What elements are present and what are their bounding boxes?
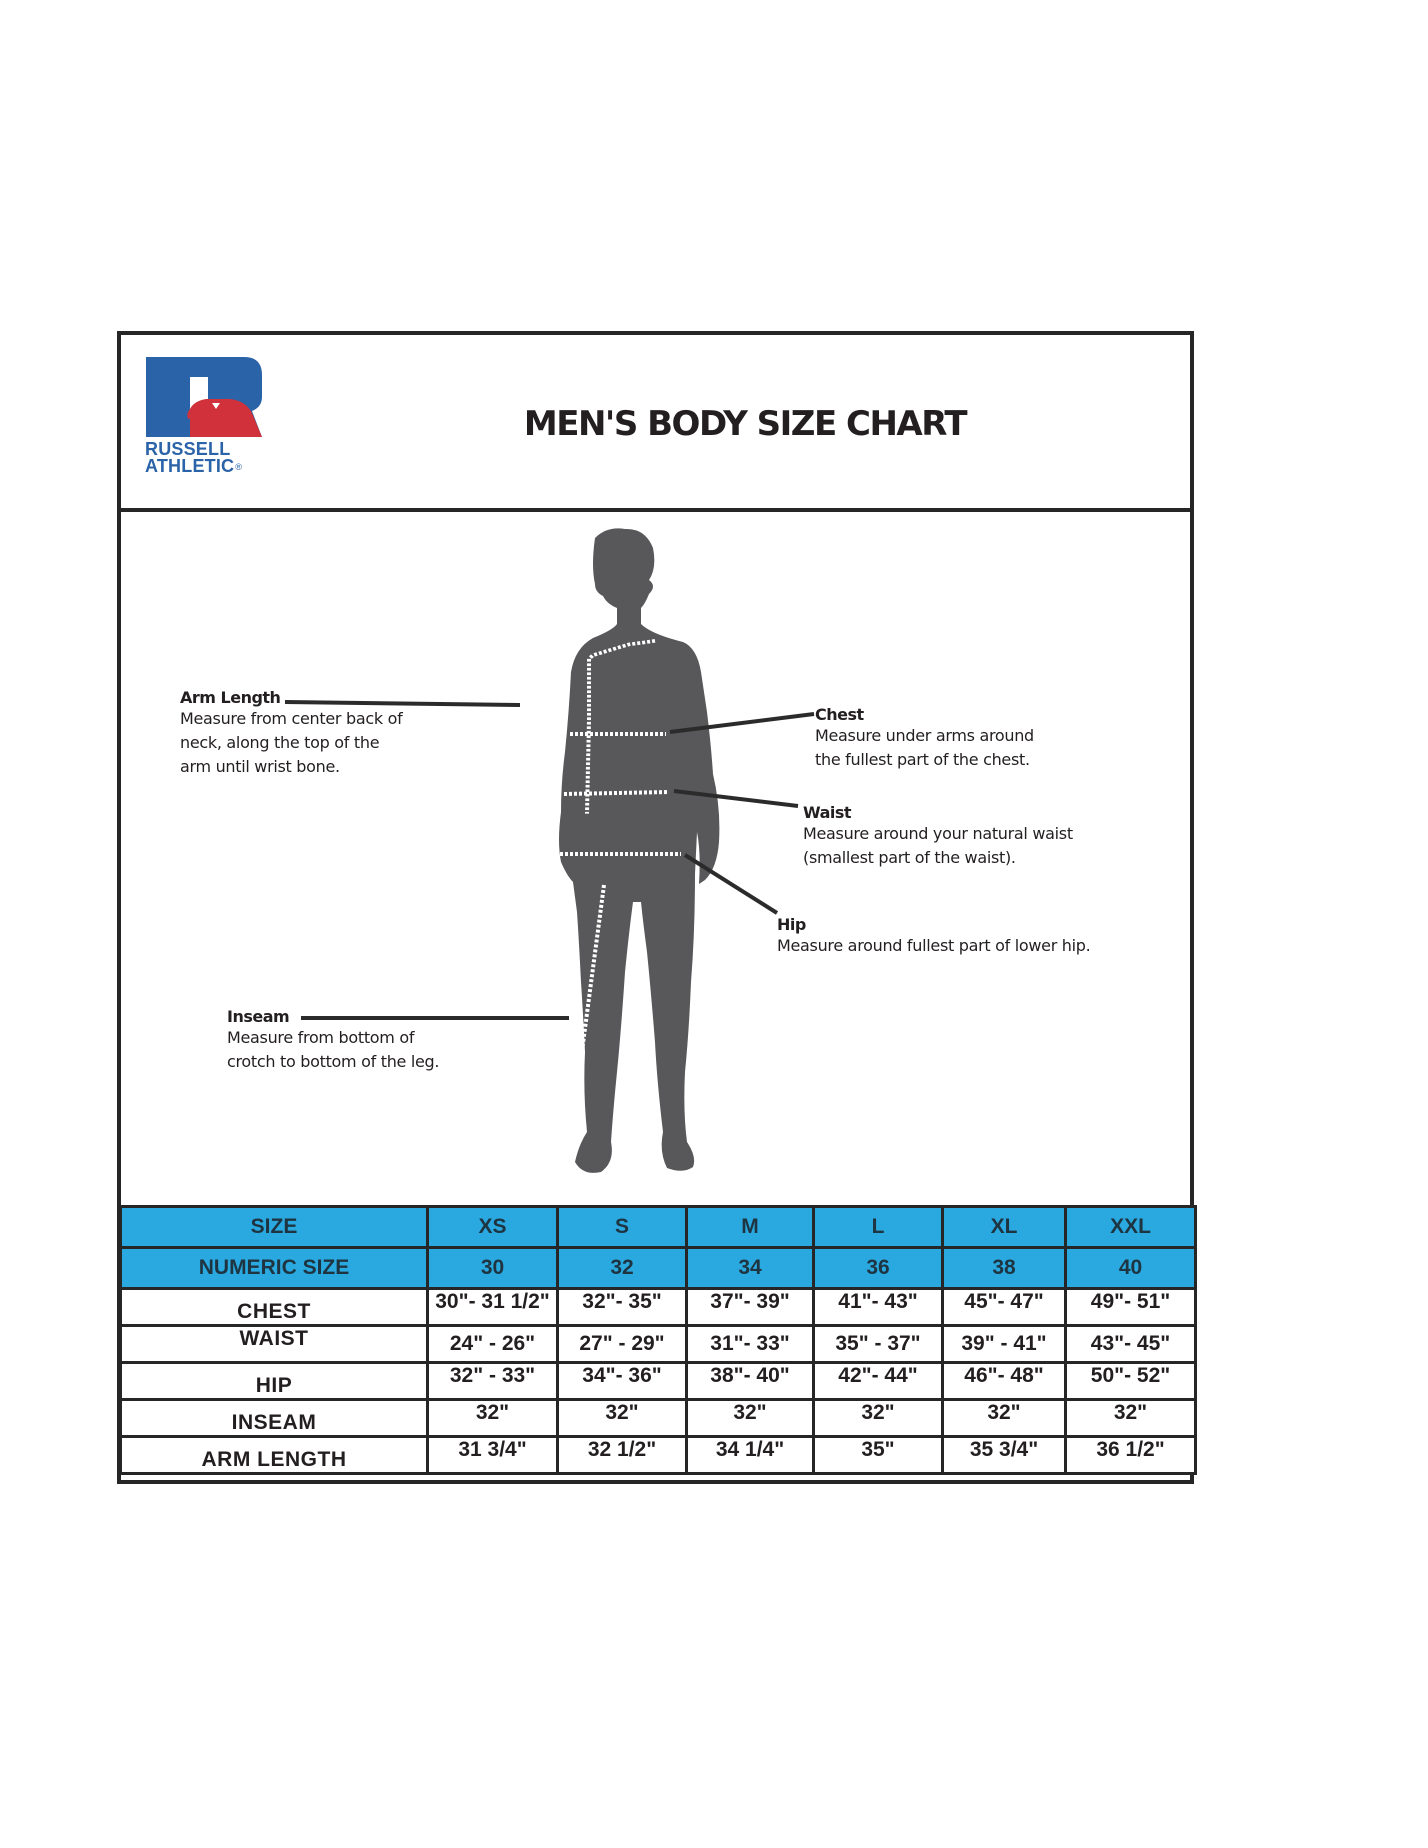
numeric-size-m: 34	[687, 1248, 814, 1289]
table-cell: 32"	[943, 1400, 1066, 1437]
table-cell: 24" - 26"	[428, 1326, 558, 1363]
table-cell: 37"- 39"	[687, 1289, 814, 1326]
table-cell: 35"	[814, 1437, 943, 1474]
inseam-desc-1: Measure from bottom of	[227, 1028, 415, 1047]
brand-line-1: RUSSELL	[145, 439, 231, 459]
table-cell: 34"- 36"	[558, 1363, 687, 1400]
table-cell: 35 3/4"	[943, 1437, 1066, 1474]
size-table	[119, 1205, 1197, 1475]
table-cell: 39" - 41"	[943, 1326, 1066, 1363]
table-row-arm-length	[121, 1437, 1196, 1474]
table-cell: 32"	[814, 1400, 943, 1437]
size-s: S	[558, 1207, 687, 1248]
brand-line-2	[145, 458, 242, 476]
table-row-waist	[121, 1326, 1196, 1363]
size-header-label: SIZE	[121, 1207, 428, 1248]
table-cell: 32"- 35"	[558, 1289, 687, 1326]
arm-length-desc-3: arm until wrist bone.	[180, 757, 340, 776]
table-cell: 45"- 47"	[943, 1289, 1066, 1326]
table-cell: 43"- 45"	[1066, 1326, 1196, 1363]
chest-desc-1: Measure under arms around	[815, 726, 1034, 745]
table-cell: 41"- 43"	[814, 1289, 943, 1326]
waist-desc-1: Measure around your natural waist	[803, 824, 1073, 843]
table-cell: 42"- 44"	[814, 1363, 943, 1400]
row-label-arm-length: ARM LENGTH	[121, 1437, 428, 1474]
chest-heading: Chest	[815, 705, 864, 724]
inseam-heading: Inseam	[227, 1007, 290, 1026]
page-title: MEN'S BODY SIZE CHART	[523, 404, 967, 444]
table-cell: 35" - 37"	[814, 1326, 943, 1363]
table-cell: 36 1/2"	[1066, 1437, 1196, 1474]
hip-desc-1: Measure around fullest part of lower hip.	[777, 936, 1091, 955]
hip-heading: Hip	[777, 915, 806, 934]
table-cell: 32"	[1066, 1400, 1196, 1437]
size-m: M	[687, 1207, 814, 1248]
table-cell: 32"	[687, 1400, 814, 1437]
table-row-inseam	[121, 1400, 1196, 1437]
table-cell: 32" - 33"	[428, 1363, 558, 1400]
numeric-size-xs: 30	[428, 1248, 558, 1289]
waist-heading: Waist	[803, 803, 852, 822]
size-l: L	[814, 1207, 943, 1248]
numeric-size-l: 36	[814, 1248, 943, 1289]
table-cell: 32 1/2"	[558, 1437, 687, 1474]
table-cell: 34 1/4"	[687, 1437, 814, 1474]
size-xxl: XXL	[1066, 1207, 1196, 1248]
row-label-chest: CHEST	[121, 1289, 428, 1326]
table-cell: 50"- 52"	[1066, 1363, 1196, 1400]
row-label-inseam: INSEAM	[121, 1400, 428, 1437]
numeric-size-row	[121, 1248, 1196, 1289]
arm-length-heading: Arm Length	[180, 688, 281, 707]
table-cell: 27" - 29"	[558, 1326, 687, 1363]
numeric-size-label: NUMERIC SIZE	[121, 1248, 428, 1289]
table-cell: 31"- 33"	[687, 1326, 814, 1363]
chest-desc-2: the fullest part of the chest.	[815, 750, 1030, 769]
registered-mark: ®	[235, 461, 243, 472]
inseam-desc-2: crotch to bottom of the leg.	[227, 1052, 440, 1071]
size-xl: XL	[943, 1207, 1066, 1248]
arm-length-desc-1: Measure from center back of	[180, 709, 403, 728]
table-cell: 38"- 40"	[687, 1363, 814, 1400]
table-row-chest	[121, 1289, 1196, 1326]
chest-annotation	[815, 705, 1034, 772]
row-label-hip: HIP	[121, 1363, 428, 1400]
size-xs: XS	[428, 1207, 558, 1248]
table-cell: 30"- 31 1/2"	[428, 1289, 558, 1326]
numeric-size-xl: 38	[943, 1248, 1066, 1289]
table-cell: 32"	[558, 1400, 687, 1437]
arm-length-annotation	[180, 688, 402, 779]
inseam-annotation	[227, 1007, 439, 1074]
hip-leader	[685, 855, 777, 913]
row-label-waist: WAIST	[121, 1326, 428, 1363]
brand-line-2-text: ATHLETIC	[145, 456, 235, 476]
table-cell: 32"	[428, 1400, 558, 1437]
hip-annotation	[777, 915, 1090, 958]
table-row-hip	[121, 1363, 1196, 1400]
numeric-size-s: 32	[558, 1248, 687, 1289]
arm-length-desc-2: neck, along the top of the	[180, 733, 380, 752]
waist-annotation	[803, 803, 1073, 870]
size-header-row	[121, 1207, 1196, 1248]
table-cell: 46"- 48"	[943, 1363, 1066, 1400]
waist-desc-2: (smallest part of the waist).	[803, 848, 1016, 867]
male-body-silhouette-icon	[559, 528, 719, 1172]
table-cell: 49"- 51"	[1066, 1289, 1196, 1326]
numeric-size-xxl: 40	[1066, 1248, 1196, 1289]
table-cell: 31 3/4"	[428, 1437, 558, 1474]
